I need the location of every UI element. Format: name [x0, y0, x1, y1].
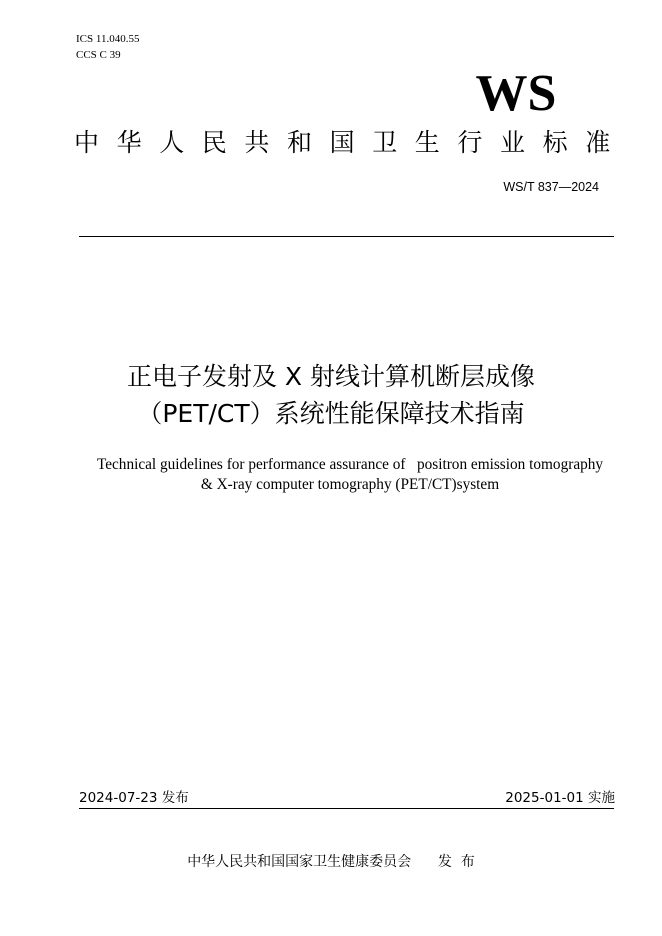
- english-title: [40, 455, 660, 495]
- ccs-code: CCS C 39: [76, 49, 121, 61]
- classification-codes: [76, 31, 139, 63]
- footer-divider: [79, 808, 614, 809]
- implementation-date: 2025-01-01 实施: [505, 790, 615, 806]
- ws-logo: WS: [475, 65, 557, 122]
- issuing-authority: 中华人民共和国国家卫生健康委员会 发 布: [187, 854, 475, 870]
- issue-date: 2024-07-23 发布: [79, 790, 189, 806]
- standard-category-name: 中华人民共和国卫生行业标准: [74, 128, 628, 157]
- english-title-line-2: & X-ray computer tomography (PET/CT)system: [200, 476, 500, 493]
- standard-code: WS/T 837—2024: [503, 180, 599, 194]
- english-title-line-1: Technical guidelines for performance assurance of positron emission tomography: [96, 456, 604, 473]
- chinese-title-line-1: 正电子发射及 X 射线计算机断层成像: [126, 362, 536, 391]
- header-divider: [79, 236, 614, 237]
- ics-code: ICS 11.040.55: [76, 33, 140, 45]
- chinese-title-line-2: （PET/CT）系统性能保障技术指南: [137, 399, 525, 428]
- chinese-title: [60, 358, 602, 432]
